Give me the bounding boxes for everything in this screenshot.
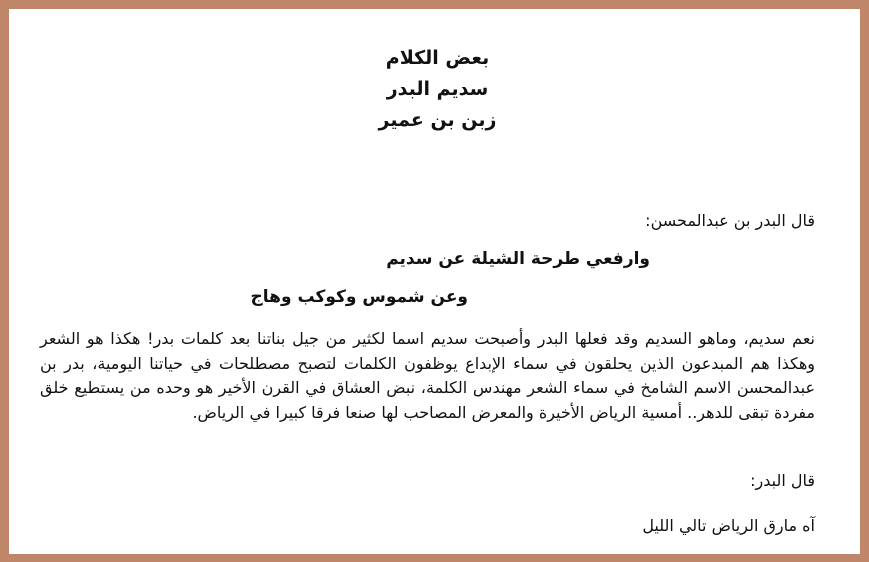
article-page xyxy=(9,9,860,554)
said-badr-line: قال البدر: xyxy=(750,471,815,490)
article-author: زبن بن عمير xyxy=(378,109,497,131)
verse-line-1: وارفعي طرحة الشيلة عن سديم xyxy=(386,249,650,269)
verse-line-2: وعن شموس وكوكب وهاج xyxy=(250,287,468,307)
article-subtitle: سديم البدر xyxy=(386,78,489,100)
article-title: بعض الكلام xyxy=(385,47,490,69)
title-block xyxy=(9,43,860,136)
closing-verse-line: آه مارق الرياض تالي الليل xyxy=(642,516,815,535)
body-paragraph: نعم سديم، وماهو السديم وقد فعلها البدر وأصبحت سديم اسما لكثير من جيل بناتنا بعد كلمات بدر! هكذا هو الشعر وهكذا هم المبدعون الذين يحلقون في سماء الإبداع يوظفون الكلمات لتصبح مصطلحات في حياتنا اليومية، بدر بن عبدالمحسن الاسم الشامخ في سماء الشعر مهندس الكلمة، نبض العشاق في القرن الأخير هو وحده من يستطيع خلق مفردة تبقى للدهر.. أمسية الرياض الأخيرة والمعرض المصاحب لها صنعا فرقا كبيرا في الرياض. xyxy=(40,329,815,422)
intro-line: قال البدر بن عبدالمحسن: xyxy=(645,211,815,230)
